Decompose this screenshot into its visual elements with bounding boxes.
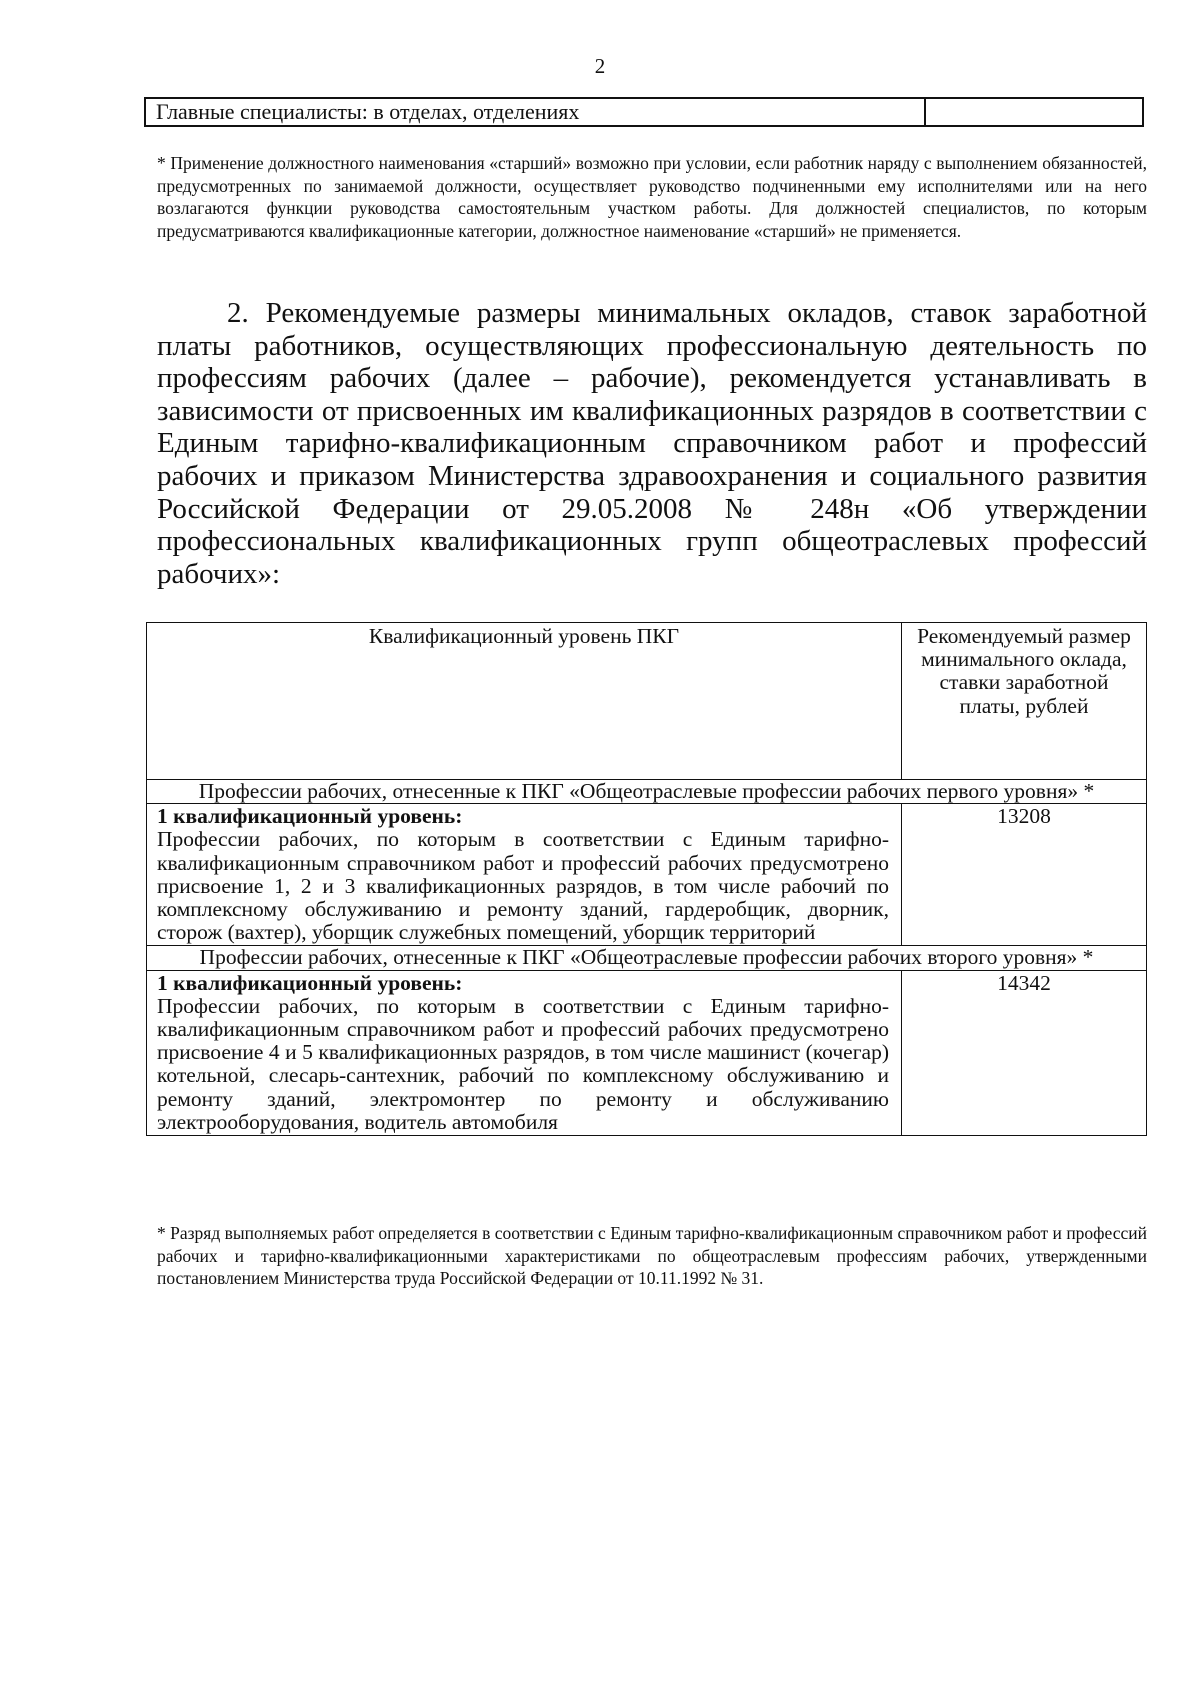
pkg-salary-table [146,622,1147,1136]
group-title-second-level: Профессии рабочих, отнесенные к ПКГ «Общеотраслевые профессии рабочих второго уровня» * [147,946,1147,970]
footnote-senior-title: * Применение должностного наименования «старший» возможно при условии, если работник наряду с выполнением обязанностей, предусмотренных по занимаемой должности, осуществляет руководство подчиненными ему исполнителями или на него возлагаются функции руководства самостоятельным участком работы. Для должностей специалистов, по которым предусматриваются квалификационные категории, должностное наименование «старший» не применяется. [157,153,1147,241]
level-description-cell [147,804,902,946]
table-row [145,98,1143,126]
specialists-table [144,97,1144,127]
table-row [147,970,1147,1135]
level-description: Профессии рабочих, по которым в соответствии с Единым тарифно-квалификационным справочником работ и профессий рабочих предусмотрено присвоение 4 и 5 квалификационных разрядов, в том числе машинист (кочегар) котельной, слесарь-сантехник, рабочий по комплексному обслуживанию и ремонту зданий, электромонтер по ремонту и обслуживанию электрооборудования, водитель автомобиля [157,993,889,1134]
salary-value: 14342 [902,970,1147,1135]
salary-value: 13208 [902,804,1147,946]
level-title: 1 квалификационный уровень: [157,970,463,995]
level-description-cell [147,970,902,1135]
level-description: Профессии рабочих, по которым в соответствии с Единым тарифно-квалификационным справочником работ и профессий рабочих предусмотрено присвоение 1, 2 и 3 квалификационных разрядов, в том числе рабочий по комплексному обслуживанию и ремонту зданий, гардеробщик, дворник, сторож (вахтер), уборщик служебных помещений, уборщик территорий [157,827,889,945]
table-group-row [147,780,1147,804]
specialists-row-label: Главные специалисты: в отделах, отделениях [145,98,925,126]
table-group-row [147,946,1147,970]
page-number: 2 [594,54,606,78]
header-recommended-salary: Рекомендуемый размер минимального оклада, ставки заработной платы, рублей [902,623,1147,780]
group-title-first-level: Профессии рабочих, отнесенные к ПКГ «Общеотраслевые профессии рабочих первого уровня» * [147,780,1147,804]
header-qualification-level: Квалификационный уровень ПКГ [147,623,902,780]
footnote-grade-definition: * Разряд выполняемых работ определяется в соответствии с Единым тарифно-квалификационным справочником работ и профессий рабочих и тарифно-квалификационными характеристиками по общеотраслевым профессиям рабочих, утвержденными постановлением Министерства труда Российской Федерации от 10.11.1992 № 31. [157,1223,1147,1288]
level-title: 1 квалификационный уровень: [157,804,463,829]
table-row [147,804,1147,946]
section-2-paragraph: 2. Рекомендуемые размеры минимальных окладов, ставок заработной платы работников, осуществляющих профессиональную деятельность по профессиям рабочих (далее – рабочие), рекомендуется устанавливать в зависимости от присвоенных им квалификационных разрядов в соответствии с Единым тарифно-квалификационным справочником работ и профессий рабочих и приказом Министерства здравоохранения и социального развития Российской Федерации от 29.05.2008 № 248н «Об утверждении профессиональных квалификационных групп общеотраслевых профессий рабочих»: [157,297,1147,590]
specialists-row-value [925,98,1143,126]
table-header-row [147,623,1147,780]
